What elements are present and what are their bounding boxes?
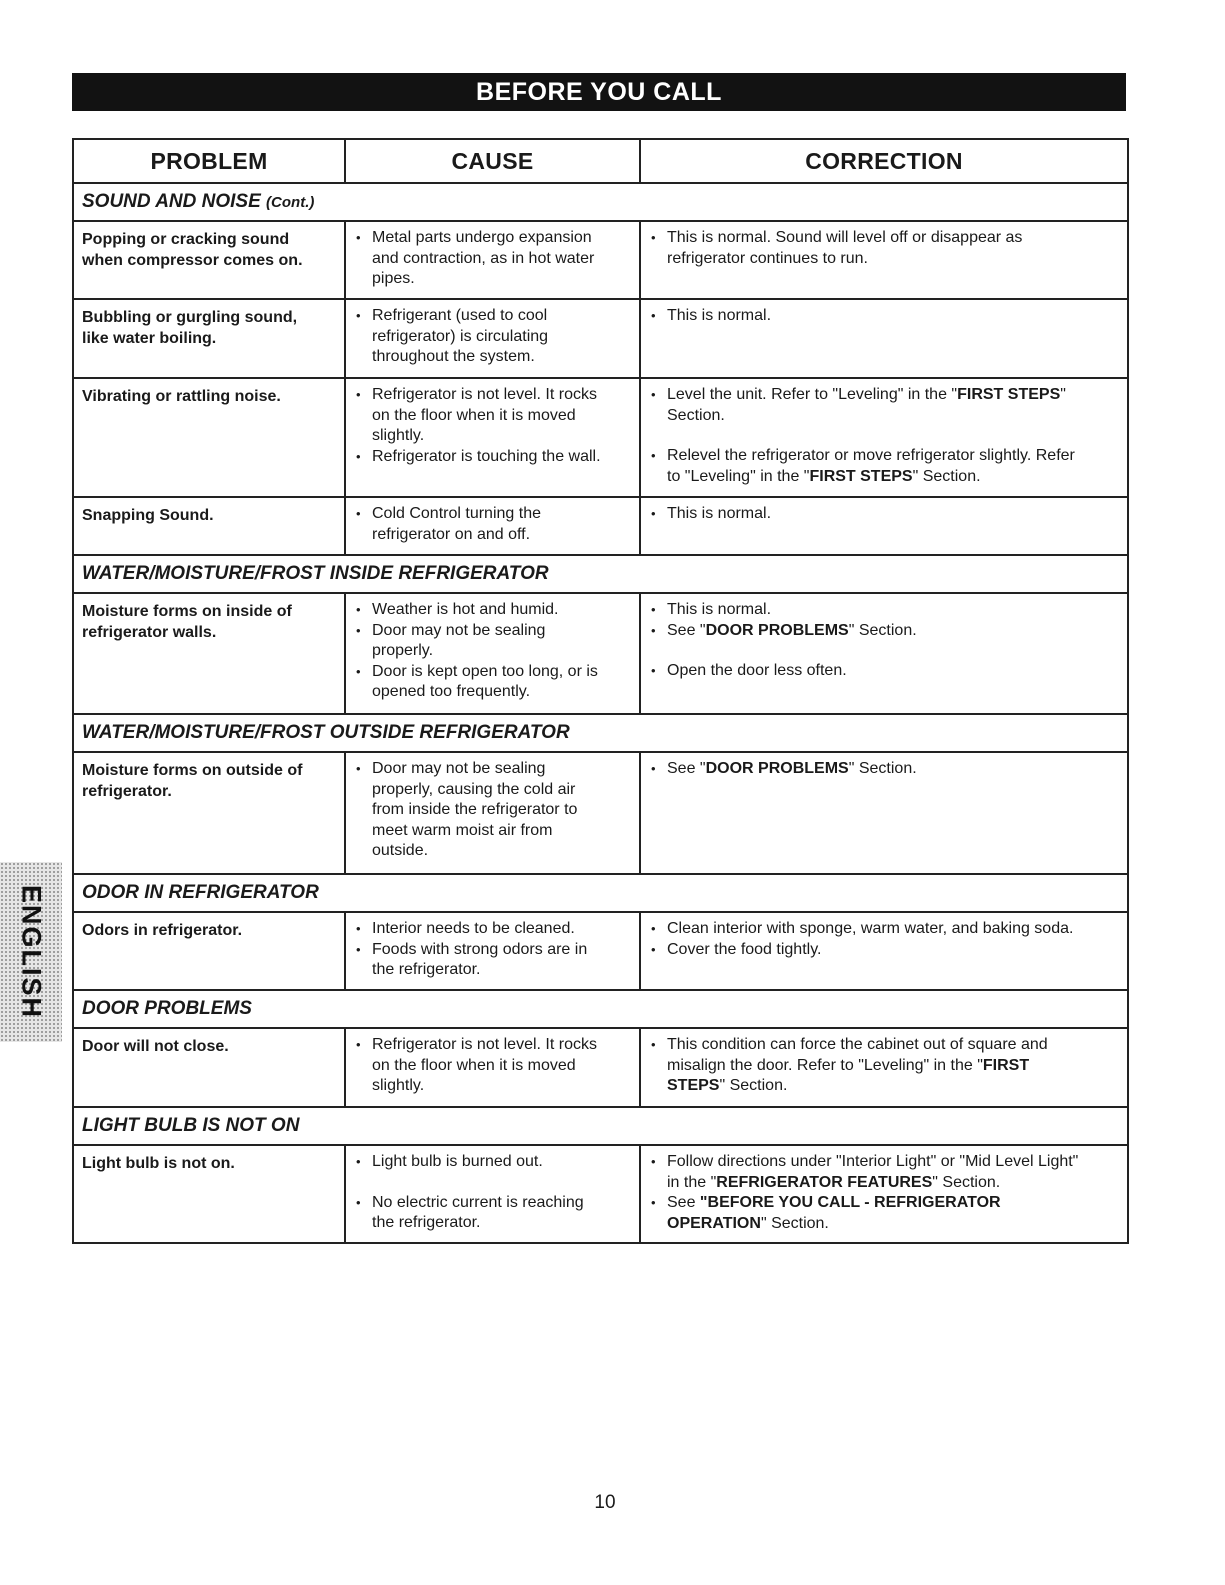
cause-cell bbox=[345, 378, 640, 497]
problem-cell: Odors in refrigerator. bbox=[73, 912, 345, 990]
correction-item: • Clean interior with sponge, warm water, and baking soda. bbox=[649, 919, 1119, 940]
section-row bbox=[73, 714, 1128, 752]
correction-cell bbox=[640, 1145, 1128, 1243]
language-side-label: ENGLISH bbox=[16, 884, 47, 1020]
header-correction: CORRECTION bbox=[640, 139, 1128, 183]
table-row bbox=[73, 1145, 1128, 1243]
header-cause: CAUSE bbox=[345, 139, 640, 183]
cause-cell bbox=[345, 912, 640, 990]
correction-cell bbox=[640, 497, 1128, 555]
section-title: DOOR PROBLEMS bbox=[73, 990, 1128, 1028]
problem-cell: Vibrating or rattling noise. bbox=[73, 378, 345, 497]
cause-item: • Metal parts undergo expansion and contraction, as in hot water pipes. bbox=[354, 228, 631, 290]
section-title: WATER/MOISTURE/FROST INSIDE REFRIGERATOR bbox=[73, 555, 1128, 593]
page-banner: BEFORE YOU CALL bbox=[72, 73, 1126, 111]
correction-item: • This is normal. bbox=[649, 504, 1119, 525]
section-title: WATER/MOISTURE/FROST OUTSIDE REFRIGERATOR bbox=[73, 714, 1128, 752]
problem-cell: Light bulb is not on. bbox=[73, 1145, 345, 1243]
correction-item: • Cover the food tightly. bbox=[649, 940, 1119, 961]
cause-item: • No electric current is reaching the refrigerator. bbox=[354, 1193, 631, 1234]
page-number: 10 bbox=[594, 1492, 616, 1513]
correction-cell bbox=[640, 221, 1128, 299]
section-title: ODOR IN REFRIGERATOR bbox=[73, 874, 1128, 912]
section-row bbox=[73, 555, 1128, 593]
section-row bbox=[73, 990, 1128, 1028]
correction-cell bbox=[640, 912, 1128, 990]
cause-item: • Refrigerator is touching the wall. bbox=[354, 447, 631, 468]
section-row bbox=[73, 1107, 1128, 1145]
header-problem: PROBLEM bbox=[73, 139, 345, 183]
cause-item: • Light bulb is burned out. bbox=[354, 1152, 631, 1173]
correction-item: • See "DOOR PROBLEMS" Section. bbox=[649, 621, 1119, 642]
cause-item: • Cold Control turning the refrigerator on and off. bbox=[354, 504, 631, 545]
problem-cell: Popping or cracking sound when compressor comes on. bbox=[73, 221, 345, 299]
header-row bbox=[73, 139, 1128, 183]
cause-item: • Refrigerator is not level. It rocks on the floor when it is moved slightly. bbox=[354, 1035, 631, 1097]
cause-item: • Door is kept open too long, or is opened too frequently. bbox=[354, 662, 631, 703]
table-row bbox=[73, 912, 1128, 990]
cause-item: • Refrigerator is not level. It rocks on the floor when it is moved slightly. bbox=[354, 385, 631, 447]
correction-item: • This is normal. Sound will level off or disappear as refrigerator continues to run. bbox=[649, 228, 1119, 269]
correction-item: • Relevel the refrigerator or move refrigerator slightly. Refer to "Leveling" in the "FIRST STEPS" Section. bbox=[649, 446, 1119, 487]
problem-cell: Moisture forms on outside of refrigerator. bbox=[73, 752, 345, 874]
table-row bbox=[73, 221, 1128, 299]
cause-cell bbox=[345, 221, 640, 299]
section-title: LIGHT BULB IS NOT ON bbox=[73, 1107, 1128, 1145]
cause-item: • Door may not be sealing properly. bbox=[354, 621, 631, 662]
cause-item: • Weather is hot and humid. bbox=[354, 600, 631, 621]
cause-cell bbox=[345, 1145, 640, 1243]
problem-cell: Snapping Sound. bbox=[73, 497, 345, 555]
table-row bbox=[73, 378, 1128, 497]
problem-cell: Moisture forms on inside of refrigerator walls. bbox=[73, 593, 345, 714]
cause-cell bbox=[345, 593, 640, 714]
section-row bbox=[73, 183, 1128, 221]
cause-item: • Door may not be sealing properly, causing the cold air from inside the refrigerator to meet warm moist air from outside. bbox=[354, 759, 631, 862]
problem-cell: Bubbling or gurgling sound, like water boiling. bbox=[73, 299, 345, 378]
correction-item: • Open the door less often. bbox=[649, 661, 1119, 682]
correction-item: • This is normal. bbox=[649, 600, 1119, 621]
section-title: SOUND AND NOISE (Cont.) bbox=[73, 183, 1128, 221]
table-row bbox=[73, 299, 1128, 378]
cause-cell bbox=[345, 1028, 640, 1107]
correction-item: • See "DOOR PROBLEMS" Section. bbox=[649, 759, 1119, 780]
troubleshooting-table bbox=[72, 138, 1129, 1244]
cause-cell bbox=[345, 752, 640, 874]
cause-item: • Refrigerant (used to cool refrigerator) is circulating throughout the system. bbox=[354, 306, 631, 368]
correction-cell bbox=[640, 593, 1128, 714]
correction-item: • Level the unit. Refer to "Leveling" in the "FIRST STEPS" Section. bbox=[649, 385, 1119, 426]
table-row bbox=[73, 497, 1128, 555]
correction-cell bbox=[640, 752, 1128, 874]
table-row bbox=[73, 1028, 1128, 1107]
section-row bbox=[73, 874, 1128, 912]
cause-cell bbox=[345, 299, 640, 378]
problem-cell: Door will not close. bbox=[73, 1028, 345, 1107]
correction-cell bbox=[640, 1028, 1128, 1107]
cause-item: • Interior needs to be cleaned. bbox=[354, 919, 631, 940]
table-row bbox=[73, 752, 1128, 874]
correction-cell bbox=[640, 299, 1128, 378]
correction-item: • Follow directions under "Interior Light" or "Mid Level Light" in the "REFRIGERATOR FEATURES" Section. bbox=[649, 1152, 1119, 1193]
correction-item: • This is normal. bbox=[649, 306, 1119, 327]
correction-item: • This condition can force the cabinet out of square and misalign the door. Refer to "Leveling" in the "FIRST STEPS" Section. bbox=[649, 1035, 1119, 1097]
correction-cell bbox=[640, 378, 1128, 497]
correction-item: • See "BEFORE YOU CALL - REFRIGERATOR OPERATION" Section. bbox=[649, 1193, 1119, 1234]
cause-cell bbox=[345, 497, 640, 555]
cause-item: • Foods with strong odors are in the refrigerator. bbox=[354, 940, 631, 981]
table-row bbox=[73, 593, 1128, 714]
